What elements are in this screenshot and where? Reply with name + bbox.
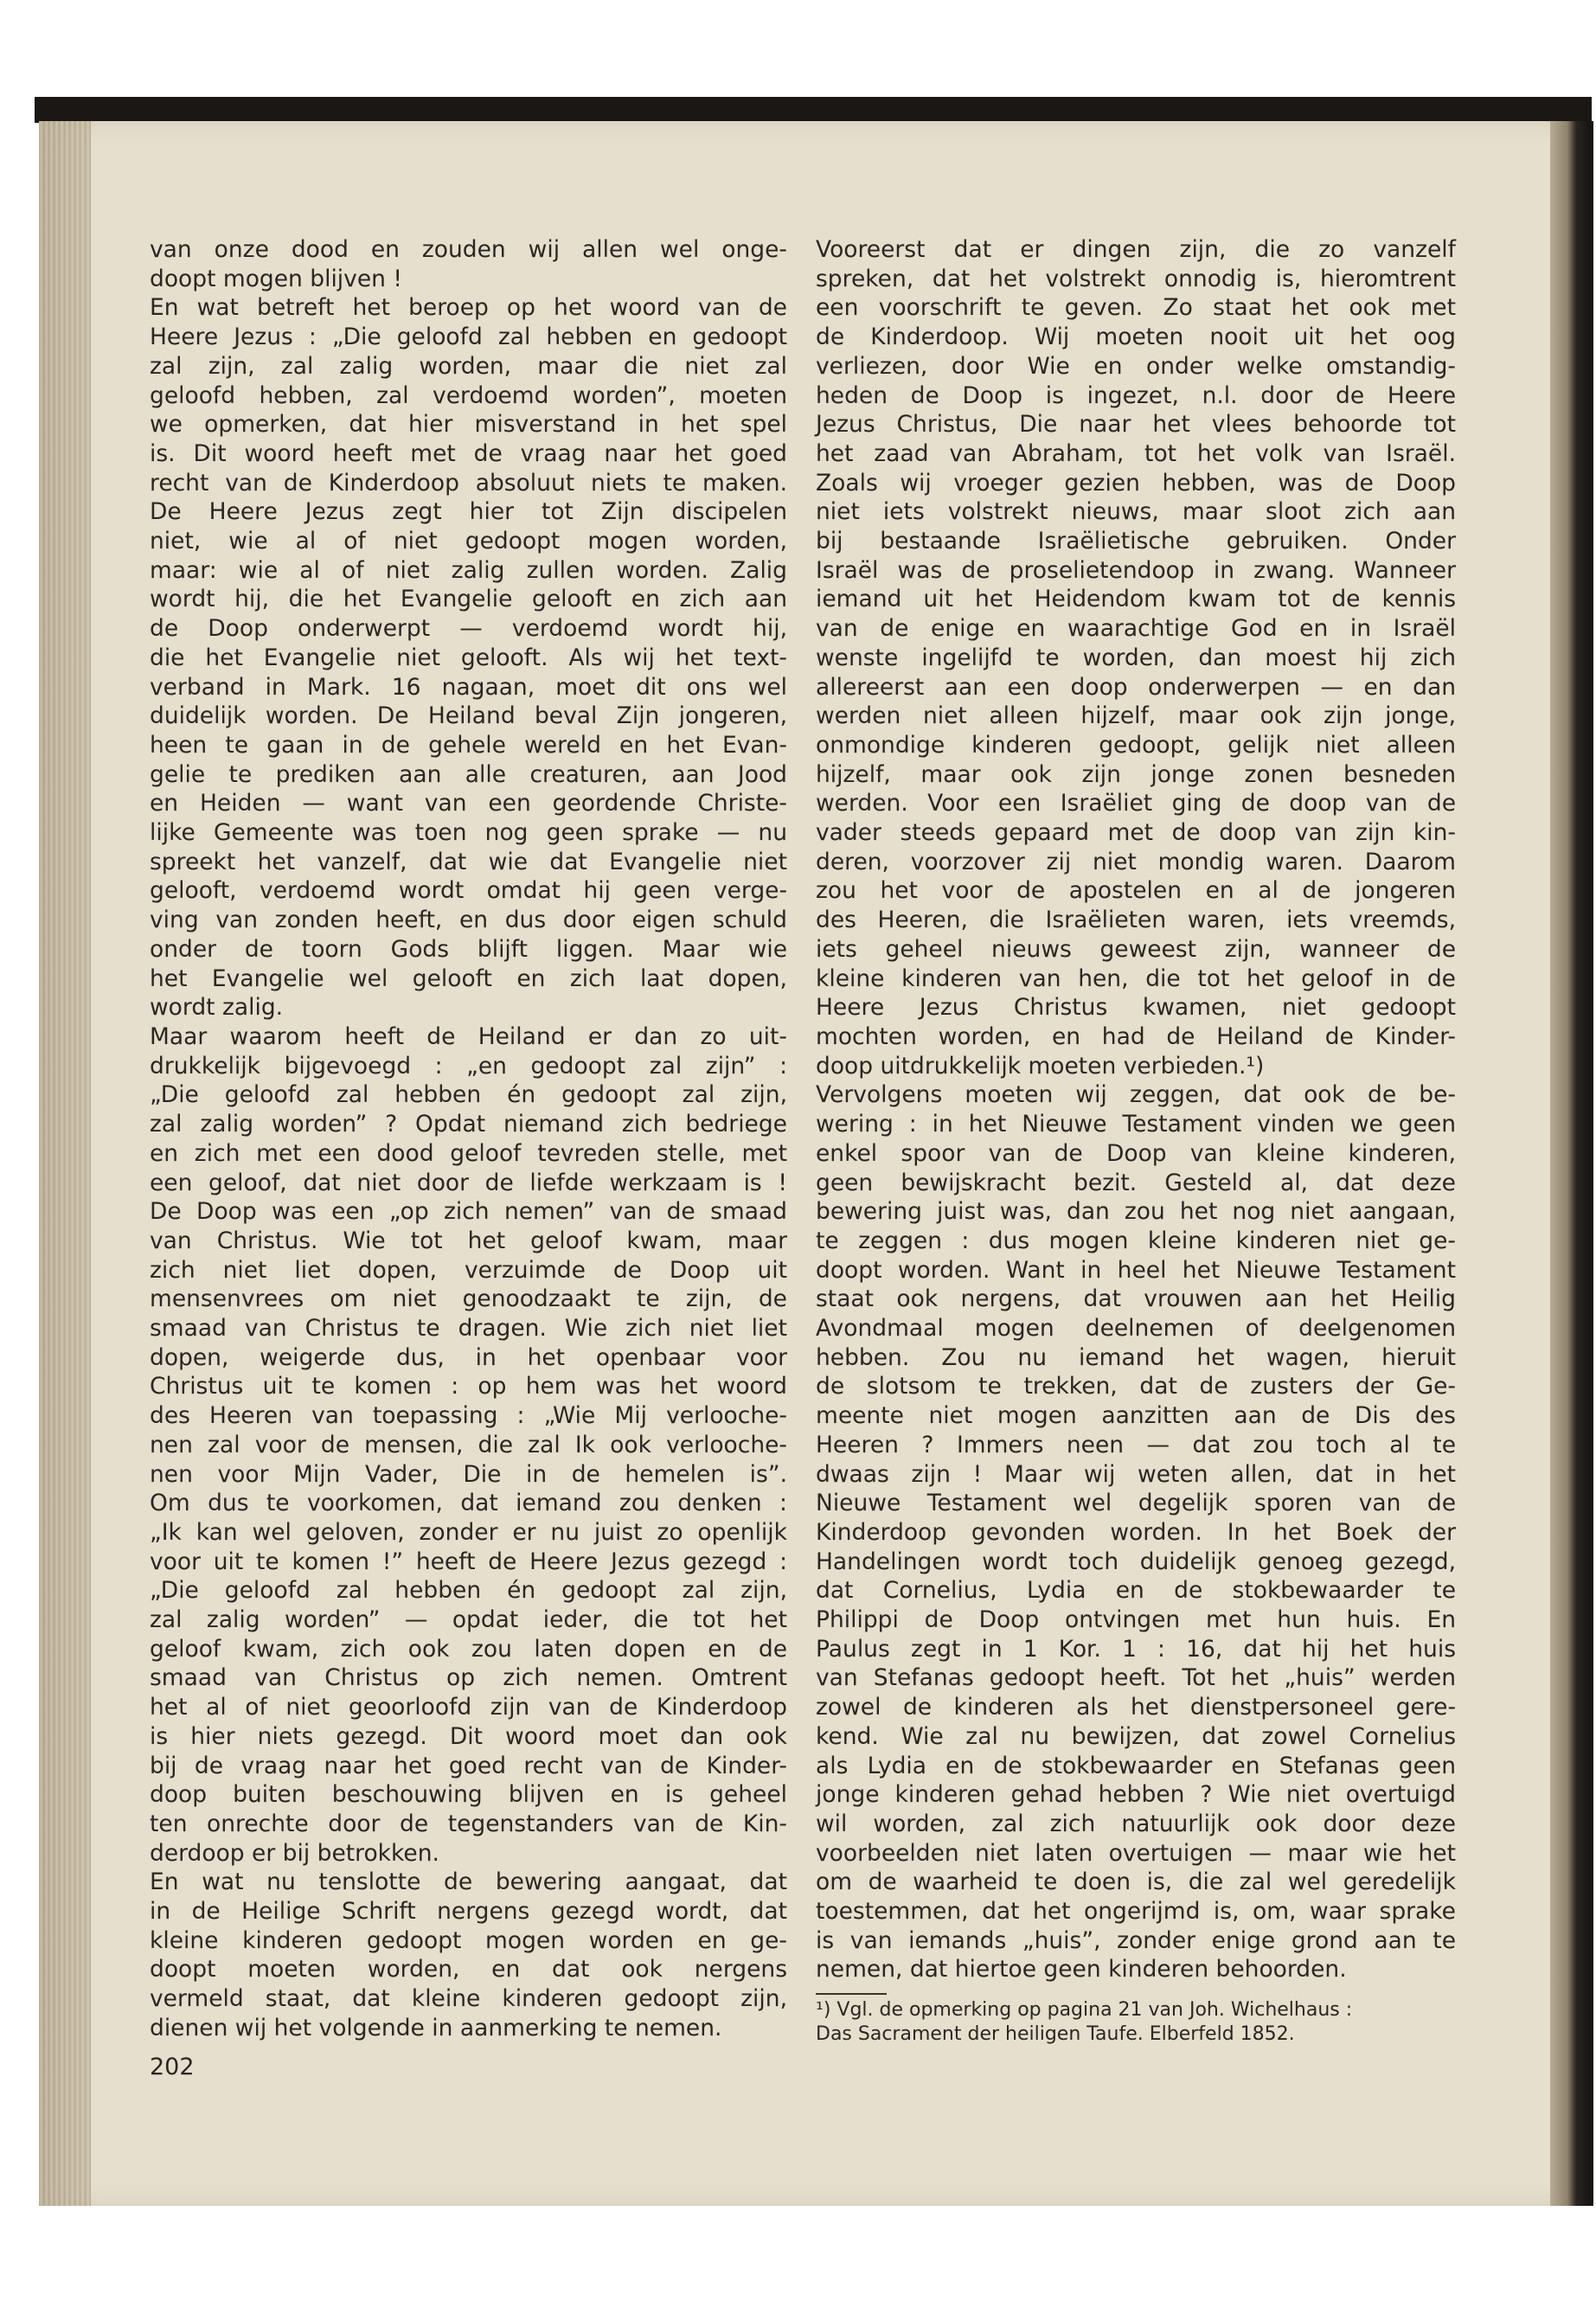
text-line: „Die geloofd zal hebben én gedoopt zal zijn, [150,1081,787,1109]
text-line: Vooreerst dat er dingen zijn, die zo vanzelf [816,236,1456,263]
right-text-column [816,235,1456,2047]
text-line: te zeggen : dus mogen kleine kinderen niet ge- [816,1227,1456,1254]
text-line: zal zalig worden” — opdat ieder, die tot het [150,1606,787,1634]
text-line: spreken, dat het volstrekt onnodig is, hieromtrent [816,265,1456,292]
text-line: onder de toorn Gods blijft liggen. Maar wie [150,935,787,963]
text-line: zich niet liet dopen, verzuimde de Doop uit [150,1256,787,1284]
book-binding-edge [39,121,91,2206]
text-line: jonge kinderen gehad hebben ? Wie niet overtuigd [816,1781,1456,1809]
text-line: Heere Jezus Christus kwamen, niet gedoopt [816,994,1456,1022]
scan-right-edge [1550,121,1593,2206]
text-line: heen te gaan in de gehele wereld en het Evan- [150,731,787,759]
text-line: dopen, weigerde dus, in het openbaar voor [150,1343,787,1371]
text-line: iets geheel nieuws geweest zijn, wanneer de [816,935,1456,963]
text-line: Maar waarom heeft de Heiland er dan zo uit- [150,1022,787,1050]
text-line: smaad van Christus op zich nemen. Omtrent [150,1664,787,1692]
text-line: niet, wie al of niet gedoopt mogen worden, [150,528,787,555]
text-line: recht van de Kinderdoop absoluut niets te maken. [150,469,787,497]
text-line: gelie te prediken aan alle creaturen, aan Jood [150,760,787,788]
text-line: een geloof, dat niet door de liefde werkzaam is ! [150,1169,787,1196]
text-line: doopt worden. Want in heel het Nieuwe Testament [816,1256,1456,1284]
text-line: en zich met een dood geloof tevreden stelle, met [150,1139,787,1167]
text-line: zal zalig worden” ? Opdat niemand zich bedriege [150,1111,787,1138]
text-line: geen bewijskracht bezit. Gesteld al, dat deze [816,1169,1456,1196]
text-line: mensenvrees om niet genoodzaakt te zijn, de [150,1285,787,1313]
text-line: het al of niet geoorloofd zijn van de Kinderdoop [150,1694,787,1721]
text-line: des Heeren van toepassing : „Wie Mij verlooche- [150,1402,787,1430]
text-line: is. Dit woord heeft met de vraag naar het goed [150,439,787,467]
text-line: Philippi de Doop ontvingen met hun huis. En [816,1606,1456,1634]
text-line: zowel de kinderen als het dienstpersoneel gere- [816,1694,1456,1721]
text-line: bij bestaande Israëlietische gebruiken. Onder [816,528,1456,555]
text-line: de slotsom te trekken, dat de zusters der Ge- [816,1373,1456,1400]
text-line: wil worden, zal zich natuurlijk ook door deze [816,1810,1456,1837]
text-line: Nieuwe Testament wel degelijk sporen van de [816,1490,1456,1517]
text-line: allereerst aan een doop onderwerpen — en dan [816,673,1456,701]
text-line: Kinderdoop gevonden worden. In het Boek der [816,1518,1456,1546]
text-line: in de Heilige Schrift nergens gezegd wordt, dat [150,1898,787,1926]
text-line: zou het voor de apostelen en al de jongeren [816,877,1456,905]
text-line: Heeren ? Immers neen — dat zou toch al te [816,1431,1456,1458]
text-line: dat Cornelius, Lydia en de stokbewaarder te [816,1577,1456,1605]
text-line: als Lydia en de stokbewaarder en Stefanas geen [816,1752,1456,1779]
text-line: staat ook nergens, dat vrouwen aan het Heilig [816,1285,1456,1313]
text-line: Handelingen wordt toch duidelijk genoeg gezegd, [816,1548,1456,1575]
text-line: is van iemands „huis”, zonder enige grond aan te [816,1926,1456,1954]
text-line: van onze dood en zouden wij allen wel onge- [150,236,787,263]
text-line: derdoop er bij betrokken. [150,1839,439,1867]
text-line: wordt zalig. [150,994,284,1022]
text-line: om de waarheid te doen is, die zal wel geredelijk [816,1868,1456,1896]
text-line: meente niet mogen aanzitten aan de Dis des [816,1402,1456,1430]
text-line: wenste ingelijfd te worden, dan moest hij zich [816,644,1456,671]
text-line: we opmerken, dat hier misverstand in het spel [150,411,787,439]
text-line: En wat nu tenslotte de bewering aangaat, dat [150,1868,787,1896]
text-line: van Stefanas gedoopt heeft. Tot het „huis” werden [816,1664,1456,1692]
text-line: Vervolgens moeten wij zeggen, dat ook de be- [816,1081,1456,1109]
text-line: hijzelf, maar ook zijn jonge zonen besneden [816,760,1456,788]
text-line: het Evangelie wel gelooft en zich laat dopen, [150,965,787,992]
text-line: voorbeelden niet laten overtuigen — maar wie het [816,1839,1456,1867]
text-line: nen voor Mijn Vader, Die in de hemelen is”. [150,1460,787,1488]
text-line: duidelijk worden. De Heiland beval Zijn jongeren, [150,702,787,730]
text-line: maar: wie al of niet zalig zullen worden. Zalig [150,556,787,584]
text-line: des Heeren, die Israëlieten waren, iets vreemds, [816,907,1456,934]
text-line: „Ik kan wel geloven, zonder er nu juist zo openlijk [150,1518,787,1546]
text-line: Christus uit te komen : op hem was het woord [150,1373,787,1400]
text-line: verliezen, door Wie en onder welke omstandig- [816,352,1456,380]
text-line: enkel spoor van de Doop van kleine kinderen, [816,1139,1456,1167]
text-line: vader steeds gepaard met de doop van zijn kin- [816,819,1456,847]
text-line: En wat betreft het beroep op het woord van de [150,294,787,322]
text-line: gelooft, verdoemd wordt omdat hij geen verge- [150,877,787,905]
text-line: De Heere Jezus zegt hier tot Zijn discipelen [150,498,787,526]
text-line: Zoals wij vroeger gezien hebben, was de Doop [816,469,1456,497]
text-line: Avondmaal mogen deelnemen of deelgenomen [816,1315,1456,1343]
text-line: bewering juist was, dan zou het nog niet aangaan, [816,1198,1456,1226]
footnote-line: Das Sacrament der heiligen Taufe. Elberfeld 1852. [816,2023,1295,2046]
text-line: deren, voorzover zij niet mondig waren. Daarom [816,848,1456,875]
text-line: Heere Jezus : „Die geloofd zal hebben en gedoopt [150,324,787,351]
text-line: een voorschrift te geven. Zo staat het ook met [816,294,1456,322]
text-line: dienen wij het volgende in aanmerking te nemen. [150,2014,722,2041]
text-line: geloofd hebben, zal verdoemd worden”, moeten [150,381,787,409]
text-line: „Die geloofd zal hebben én gedoopt zal zijn, [150,1577,787,1605]
text-line: wering : in het Nieuwe Testament vinden we geen [816,1111,1456,1138]
footnote-line: ¹) Vgl. de opmerking op pagina 21 van Joh. Wichelhaus : [816,1999,1353,2022]
footnote-rule [816,1993,887,1995]
scan-top-edge [35,97,1592,123]
text-line: werden. Voor een Israëliet ging de doop van de [816,790,1456,817]
text-line: nemen, dat hiertoe geen kinderen behoorden. [816,1956,1347,1984]
text-line: ten onrechte door de tegenstanders van de Kin- [150,1810,787,1837]
text-line: smaad van Christus te dragen. Wie zich niet liet [150,1315,787,1343]
text-line: Om dus te voorkomen, dat iemand zou denken : [150,1490,787,1517]
text-line: doopt mogen blijven ! [150,265,402,292]
text-line: toestemmen, dat het ongerijmd is, om, waar sprake [816,1898,1456,1926]
text-line: is hier niets gezegd. Dit woord moet dan ook [150,1722,787,1750]
text-line: mochten worden, en had de Heiland de Kinder- [816,1022,1456,1050]
text-line: ving van zonden heeft, en dus door eigen schuld [150,907,787,934]
text-line: verband in Mark. 16 nagaan, moet dit ons wel [150,673,787,701]
page-number: 202 [150,2054,195,2080]
text-line: heden de Doop is ingezet, n.l. door de Heere [816,381,1456,409]
text-line: die het Evangelie niet gelooft. Als wij het text- [150,644,787,671]
text-line: hebben. Zou nu iemand het wagen, hieruit [816,1343,1456,1371]
text-line: bij de vraag naar het goed recht van de Kinder- [150,1752,787,1779]
text-line: geloof kwam, zich ook zou laten dopen en de [150,1635,787,1663]
text-line: kleine kinderen gedoopt mogen worden en ge- [150,1926,787,1954]
text-line: Jezus Christus, Die naar het vlees behoorde tot [816,411,1456,439]
text-line: werden niet alleen hijzelf, maar ook zijn jonge, [816,702,1456,730]
text-line: iemand uit het Heidendom kwam tot de kennis [816,586,1456,613]
text-line: doop buiten beschouwing blijven en is geheel [150,1781,787,1809]
text-line: nen zal voor de mensen, die zal Ik ook verlooche- [150,1431,787,1458]
text-line: zal zijn, zal zalig worden, maar die niet zal [150,352,787,380]
text-line: van Christus. Wie tot het geloof kwam, maar [150,1227,787,1254]
text-line: drukkelijk bijgevoegd : „en gedoopt zal zijn” : [150,1052,787,1080]
left-text-column [150,235,787,2043]
text-line: de Kinderdoop. Wij moeten nooit uit het oog [816,324,1456,351]
text-line: spreekt het vanzelf, dat wie dat Evangelie niet [150,848,787,875]
text-line: dwaas zijn ! Maar wij weten allen, dat in het [816,1460,1456,1488]
text-line: doopt moeten worden, en dat ook nergens [150,1956,787,1984]
text-line: de Doop onderwerpt — verdoemd wordt hij, [150,615,787,643]
text-line: Israël was de proselietendoop in zwang. Wanneer [816,556,1456,584]
text-line: niet iets volstrekt nieuws, maar sloot zich aan [816,498,1456,526]
text-line: lijke Gemeente was toen nog geen sprake — nu [150,819,787,847]
text-line: van de enige en waarachtige God en in Israël [816,615,1456,643]
text-line: De Doop was een „op zich nemen” van de smaad [150,1198,787,1226]
text-line: vermeld staat, dat kleine kinderen gedoopt zijn, [150,1985,787,2013]
text-line: doop uitdrukkelijk moeten verbieden.¹) [816,1052,1265,1080]
text-line: kleine kinderen van hen, die tot het geloof in de [816,965,1456,992]
text-line: het zaad van Abraham, tot het volk van Israël. [816,439,1456,467]
text-line: kend. Wie zal nu bewijzen, dat zowel Cornelius [816,1722,1456,1750]
text-line: Paulus zegt in 1 Kor. 1 : 16, dat hij het huis [816,1635,1456,1663]
text-line: onmondige kinderen gedoopt, gelijk niet alleen [816,731,1456,759]
text-line: voor uit te komen !” heeft de Heere Jezus gezegd : [150,1548,787,1575]
text-line: wordt hij, die het Evangelie gelooft en zich aan [150,586,787,613]
text-line: en Heiden — want van een geordende Christe- [150,790,787,817]
